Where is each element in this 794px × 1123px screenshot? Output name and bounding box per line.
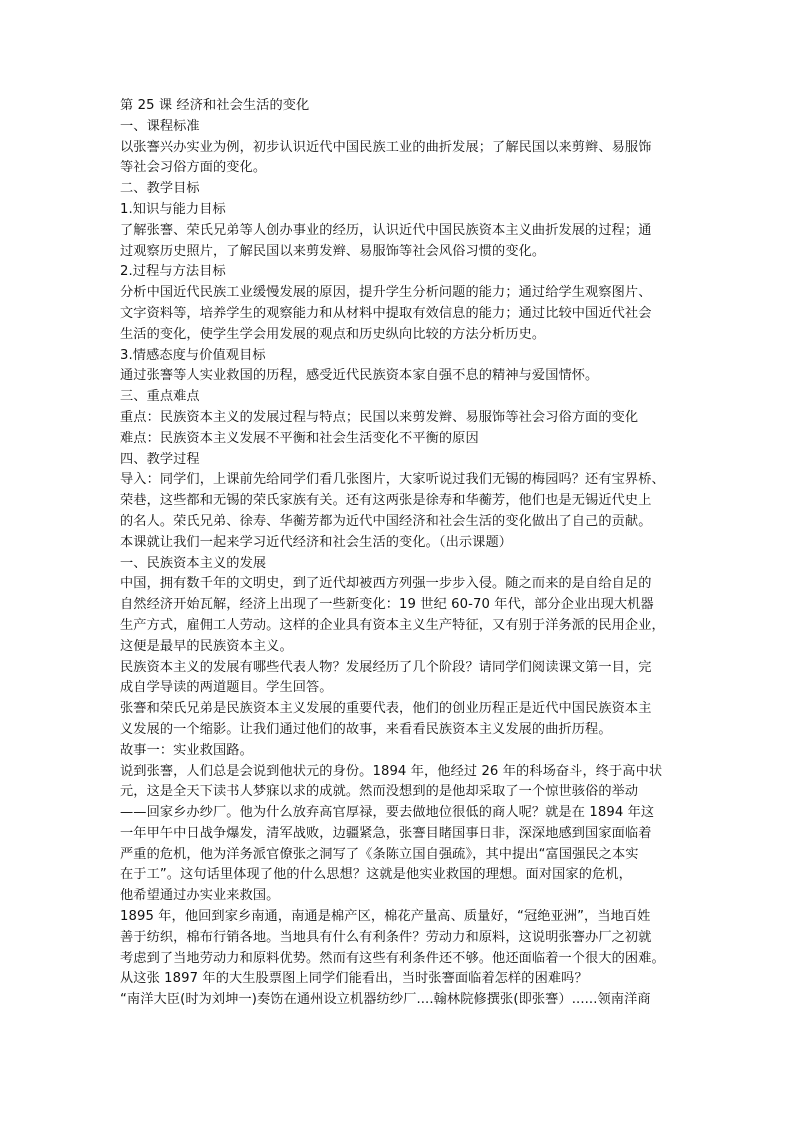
text-line: 2.过程与方法目标 (120, 264, 226, 280)
text-line: 1895 年，他回到家乡南通，南通是棉产区，棉花产量高、质量好，“冠绝亚洲”，当地百姓 (120, 909, 651, 925)
text-line: 考虑到了当地劳动力和原料优势。然而有这些有利条件还不够。他还面临着一个很大的困难。 (120, 950, 665, 966)
document-title: 第 25 课 经济和社会生活的变化 (120, 98, 310, 113)
text-line: 在于工”。这句话里体现了他的什么思想？这就是他实业救国的理想。面对国家的危机， (120, 867, 632, 883)
text-line: 义发展的一个缩影。让我们通过他们的故事，来看看民族资本主义发展的曲折历程。 (120, 721, 612, 737)
text-line: 中国，拥有数千年的文明史，到了近代却被西方列强一步步入侵。随之而来的是自给自足的 (120, 576, 652, 592)
text-line: 一、民族资本主义的发展 (120, 555, 267, 571)
text-line: ——回家乡办纱厂。他为什么放弃高官厚禄，要去做地位很低的商人呢？就是在 1894 年这 (120, 805, 655, 821)
text-line: 过观察历史照片，了解民国以来剪发辫、易服饰等社会风俗习惯的变化。 (120, 243, 546, 259)
text-line: 自然经济开始瓦解，经济上出现了一些新变化：19 世纪 60-70 年代，部分企业出现大机器 (120, 597, 654, 613)
text-line: 严重的危机，他为洋务派官僚张之洞写了《条陈立国自强疏》，其中提出“富国强民之本实 (120, 846, 639, 862)
text-line: 生产方式，雇佣工人劳动。这样的企业具有资本主义生产特征，又有别于洋务派的民用企业， (120, 617, 665, 633)
text-line: 等社会习俗方面的变化。 (120, 160, 267, 176)
text-line: 难点：民族资本主义发展不平衡和社会生活变化不平衡的原因 (120, 430, 479, 446)
text-line: 张謇和荣氏兄弟是民族资本主义发展的重要代表，他们的创业历程正是近代中国民族资本主 (120, 701, 652, 717)
text-line: 荣巷，这些都和无锡的荣氏家族有关。还有这两张是徐寿和华蘅芳，他们也是无锡近代史上 (120, 493, 652, 509)
lesson-plan-document (120, 96, 680, 1011)
text-line: “南洋大臣(时为刘坤一)奏饬在通州设立机器纺纱厂....翰林院修撰张(即张謇）......领南洋商 (120, 992, 651, 1008)
text-line: 重点：民族资本主义的发展过程与特点；民国以来剪发辫、易服饰等社会习俗方面的变化 (120, 409, 639, 425)
text-line: 说到张謇，人们总是会说到他状元的身份。1894 年，他经过 26 年的科场奋斗，终于高中状 (120, 763, 663, 779)
text-line: 本课就让我们一起来学习近代经济和社会生活的变化。（出示课题） (120, 534, 513, 550)
text-line: 3.情感态度与价值观目标 (120, 347, 266, 363)
text-line: 生活的变化，使学生学会用发展的观点和历史纵向比较的方法分析历史。 (120, 326, 546, 342)
text-line: 通过张謇等人实业救国的历程，感受近代民族资本家自强不息的精神与爱国情怀。 (120, 368, 599, 384)
text-line: 这便是最早的民族资本主义。 (120, 638, 293, 654)
text-line: 文字资料等，培养学生的观察能力和从材料中提取有效信息的能力；通过比较中国近代社会 (120, 305, 652, 321)
text-line: 他希望通过办实业来救国。 (120, 888, 280, 904)
text-line: 故事一：实业救国路。 (120, 742, 253, 758)
text-line: 善于纺织，棉布行销各地。当地具有什么有利条件？劳动力和原料，这说明张謇办厂之初就 (120, 929, 652, 945)
text-line: 四、教学过程 (120, 451, 200, 467)
text-line: 分析中国近代民族工业缓慢发展的原因，提升学生分析问题的能力；通过给学生观察图片、 (120, 285, 652, 301)
text-line: 成自学导读的两道题目。学生回答。 (120, 680, 333, 696)
text-line: 从这张 1897 年的大生股票图上同学们能看出，当时张謇面临着怎样的困难吗？ (120, 971, 588, 987)
text-line: 了解张謇、荣氏兄弟等人创办事业的经历，认识近代中国民族资本主义曲折发展的过程；通 (120, 222, 652, 238)
document-body (120, 117, 680, 1011)
text-line: 以张謇兴办实业为例，初步认识近代中国民族工业的曲折发展；了解民国以来剪辫、易服饰 (120, 139, 652, 155)
text-line: 三、重点难点 (120, 389, 200, 405)
text-line: 导入：同学们，上课前先给同学们看几张图片，大家听说过我们无锡的梅园吗？还有宝界桥、 (120, 472, 665, 488)
text-line: 民族资本主义的发展有哪些代表人物？发展经历了几个阶段？请同学们阅读课文第一目，完 (120, 659, 652, 675)
text-line: 的名人。荣氏兄弟、徐寿、华蘅芳都为近代中国经济和社会生活的变化做出了自己的贡献。 (120, 513, 652, 529)
text-line: 一年甲午中日战争爆发，清军战败，边疆紧急，张謇目睹国事日非，深深地感到国家面临着 (120, 825, 652, 841)
text-line: 二、教学目标 (120, 181, 200, 197)
text-line: 元，这是全天下读书人梦寐以求的成就。然而没想到的是他却采取了一个惊世骇俗的举动 (120, 784, 639, 800)
text-line: 一、课程标准 (120, 118, 200, 134)
text-line: 1.知识与能力目标 (120, 201, 226, 217)
